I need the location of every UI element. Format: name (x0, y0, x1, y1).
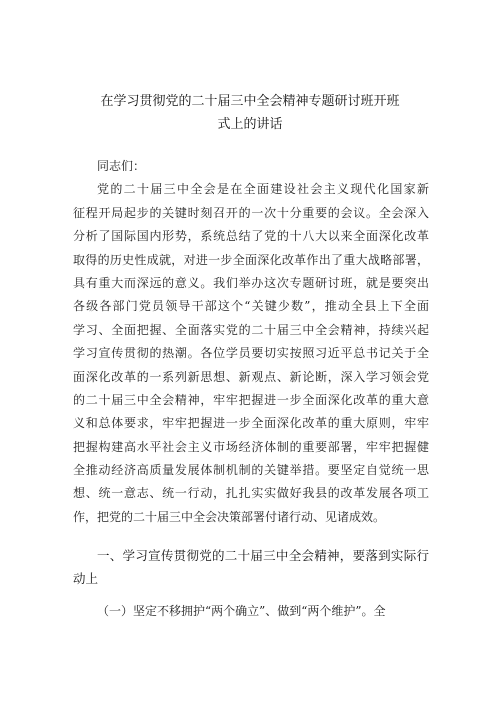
paragraph-line: 具有重大而深远的意义。我们举办这次专题研讨班，就是要突出 (73, 275, 429, 290)
paragraph-line: 征程开局起步的关键时刻召开的一次十分重要的会议。全会深入 (73, 205, 429, 220)
heading-line-1: 一、学习宣传贯彻党的二十届三中全会精神，要落到实际行 (97, 548, 429, 563)
title-line-1: 在学习贯彻党的二十届三中全会精神专题研讨班开班 (100, 94, 400, 109)
paragraph-line: 党的二十届三中全会是在全面建设社会主义现代化国家新 (97, 182, 429, 197)
paragraph-line: 把握构建高水平社会主义市场经济体制的重要部署，牢牢把握健 (73, 439, 429, 454)
section-heading-1 (73, 544, 429, 590)
paragraph-line: 学习、全面把握、全面落实党的二十届三中全会精神，持续兴起 (73, 322, 429, 337)
subheading-1 (73, 600, 429, 623)
paragraph-line: 义和总体要求，牢牢把握进一步全面深化改革的重大原则，牢牢 (73, 416, 429, 431)
title-line-2: 式上的讲话 (217, 117, 283, 132)
heading-line-2: 动上 (73, 571, 99, 586)
document-title (60, 90, 440, 136)
paragraph-line: 取得的历史性成就，对进一步全面深化改革作出了重大战略部署， (73, 252, 429, 267)
paragraph-line: 全推动经济高质量发展体制机制的关键举措。要坚定自觉统一思 (73, 463, 429, 478)
paragraph-line: 各级各部门党员领导干部这个“关键少数”，推动全县上下全面 (73, 299, 429, 314)
paragraph-line: 面深化改革的一系列新思想、新观点、新论断，深入学习领会党 (73, 369, 429, 384)
salutation: 同志们： (97, 159, 146, 173)
paragraph-line: 的二十届三中全会精神，牢牢把握进一步全面深化改革的重大意 (73, 392, 429, 407)
paragraph-line: 想、统一意志、统一行动，扎扎实实做好我县的改革发展各项工 (73, 486, 429, 501)
paragraph-line: 作，把党的二十届三中全会决策部署付诸行动、见诸成效。 (73, 509, 386, 524)
subheading-text: （一）坚定不移拥护“两个确立”、做到“两个维护”。全 (97, 604, 386, 618)
document-body (73, 155, 429, 529)
paragraph-line: 分析了国际国内形势，系统总结了党的十八大以来全面深化改革 (73, 229, 429, 244)
paragraph-line: 学习宣传贯彻的热潮。各位学员要切实按照习近平总书记关于全 (73, 346, 429, 361)
